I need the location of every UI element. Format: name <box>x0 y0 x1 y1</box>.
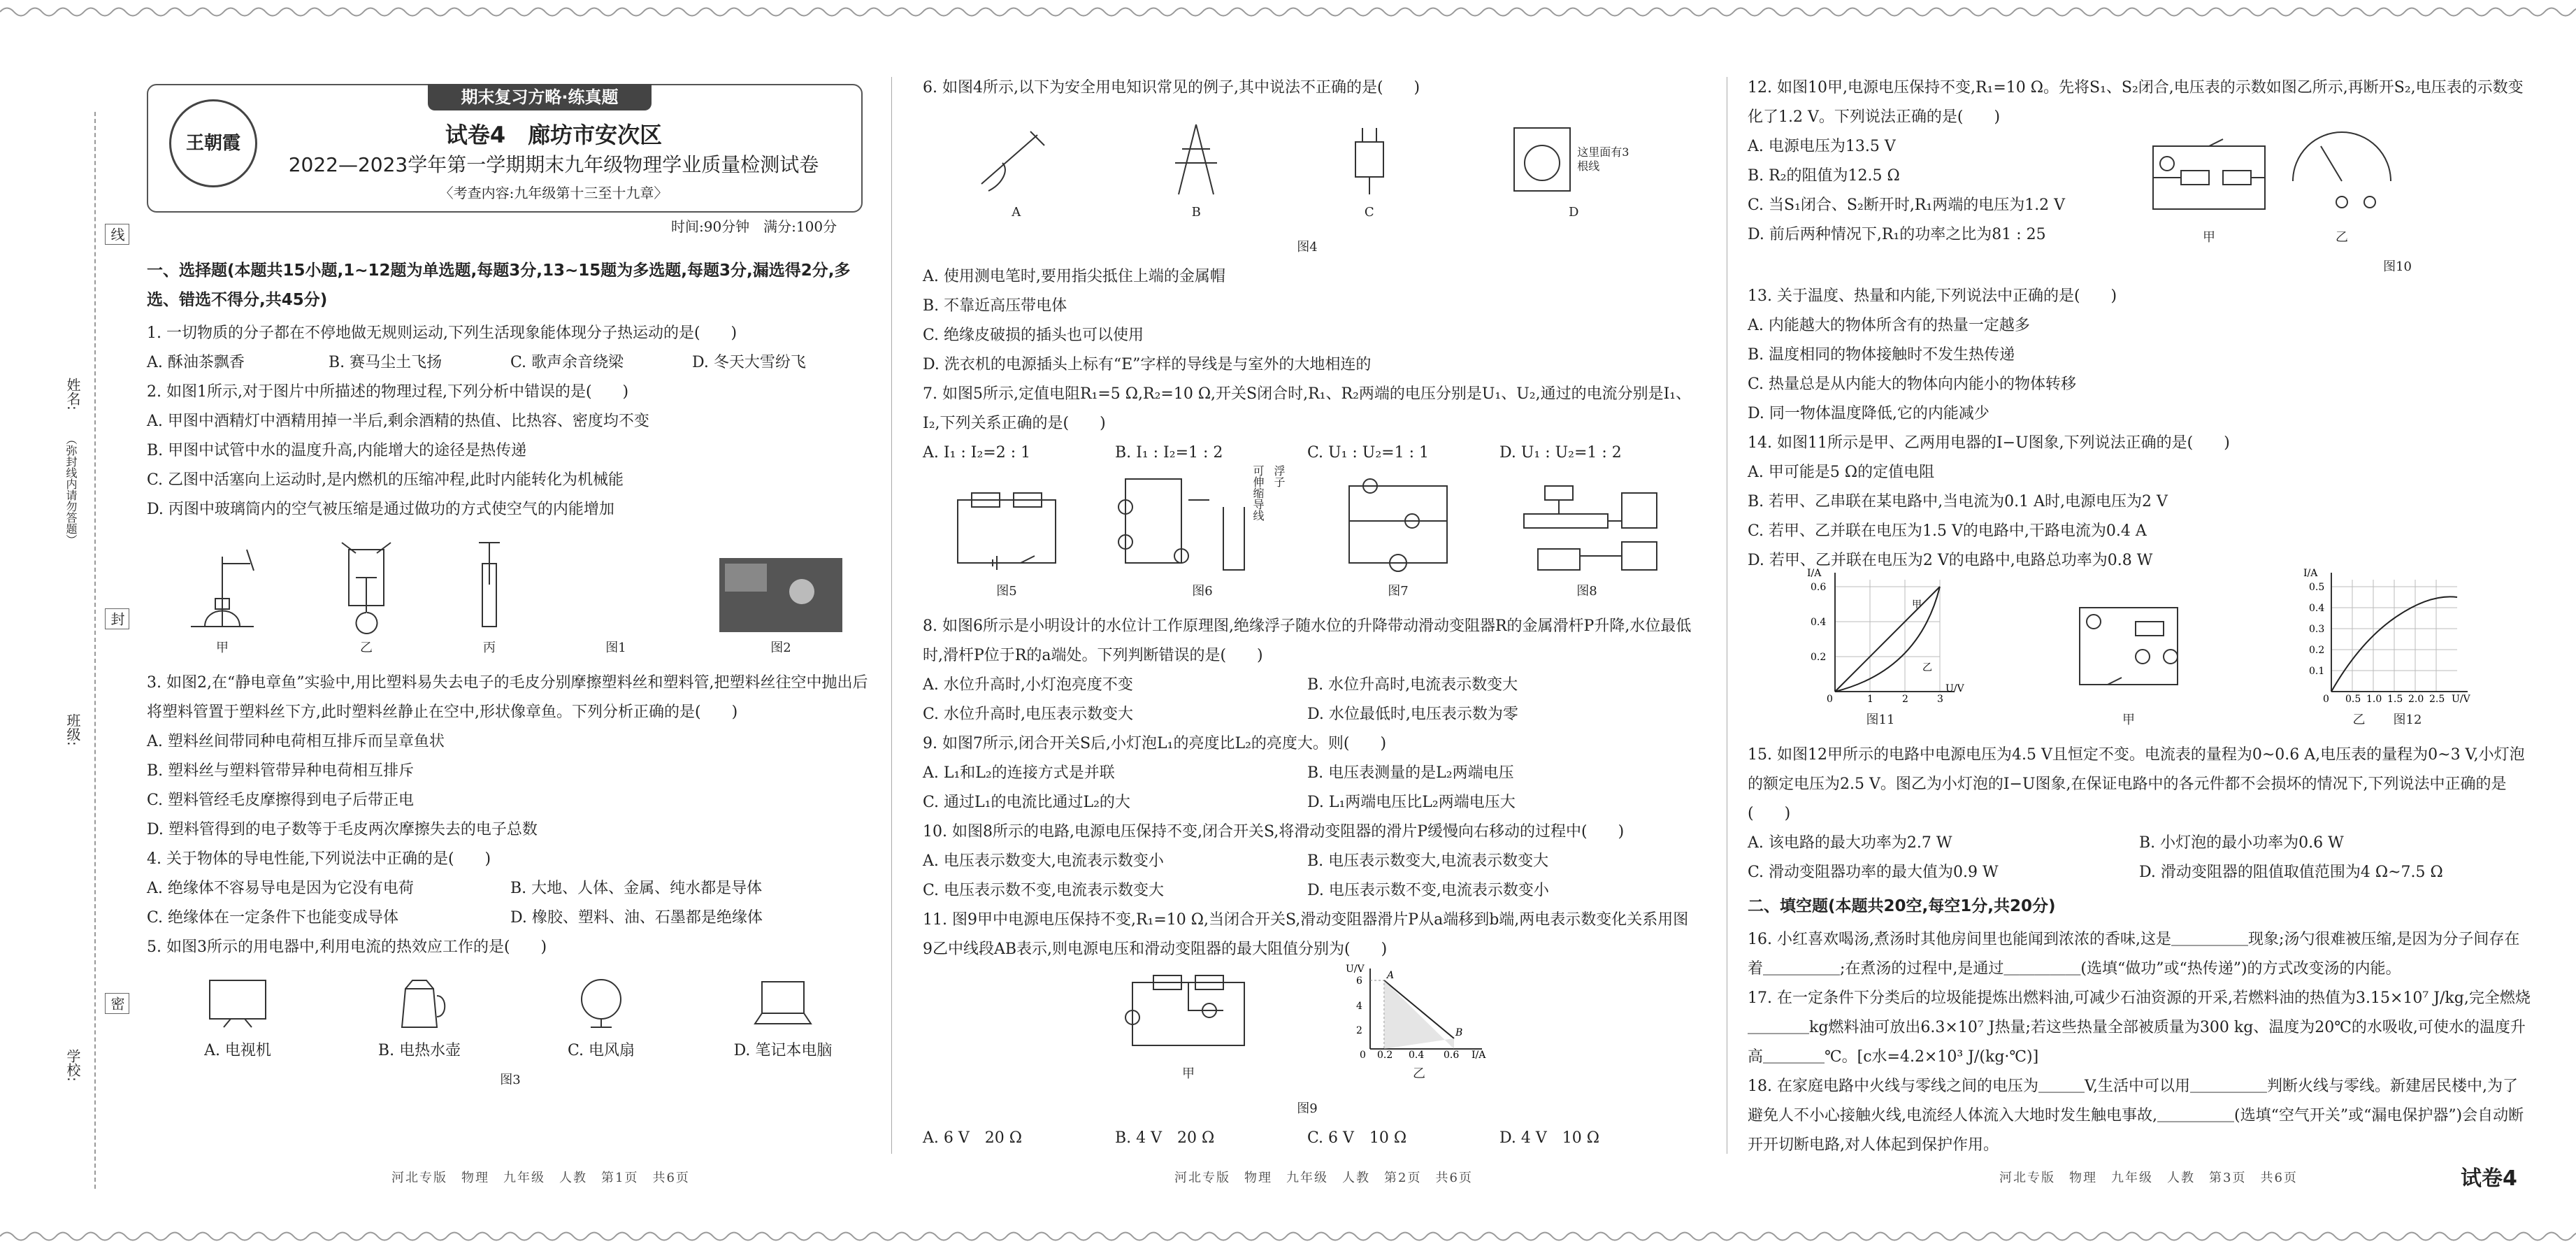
fig11 <box>1800 566 1964 735</box>
fig12-jia-label: 甲 <box>2122 713 2135 727</box>
fig4-a-label: A <box>1012 205 1021 220</box>
fig10-jia-label: 甲 <box>2203 230 2215 245</box>
fig11-ytick-06: 0.6 <box>1811 582 1827 593</box>
fig4-d <box>1507 121 1640 227</box>
footer-page-3: 河北专版 物理 九年级 人教 第3页 共6页 <box>1999 1171 2298 1185</box>
paper-number-corner: 试卷4 <box>2461 1166 2517 1191</box>
q7-option-c: C. U₁ : U₂=1 : 1 <box>1307 444 1429 462</box>
fig12-y-axis: I/A <box>2303 568 2318 579</box>
q1-options <box>147 348 874 378</box>
fig9-x-axis: I/A <box>1472 1050 1486 1061</box>
name-label: 姓名: <box>64 378 81 410</box>
fig11-ytick-04: 0.4 <box>1811 617 1827 628</box>
q2-option-c: C. 乙图中活塞向上运动时,是内燃机的压缩冲程,此时内能转化为机械能 <box>147 471 624 489</box>
figure-11-12-row <box>1748 568 2531 735</box>
fig12-ytick-04: 0.4 <box>2309 603 2325 614</box>
fig12-yi-label: 乙 <box>2352 713 2366 727</box>
fig12-ytick-05: 0.5 <box>2309 582 2325 593</box>
question-7: 7. 如图5所示,定值电阻R₁=5 Ω,R₂=10 Ω,开关S闭合时,R₁、R₂两端的电压分别是U₁、U₂,通过的电流分别是I₁、I₂,下列关系正确的是( ) <box>923 385 1692 432</box>
q8-options <box>923 671 1692 729</box>
fig9-ytick-6: 6 <box>1356 975 1362 987</box>
fig11-xtick-3: 3 <box>1937 694 1943 705</box>
fig4-a <box>974 121 1058 227</box>
question-15: 15. 如图12甲所示的电路中电源电压为4.5 V且恒定不变。电流表的量程为0~0.6 A,电压表的量程为0~3 V,小灯泡的额定电压为2.5 V。图乙为小灯泡的I−U图象,在保证电路中的各元件都不会损坏的情况下,下列说法中正确的是( ) <box>1748 746 2525 822</box>
fig10-yi <box>2279 132 2405 252</box>
fig11-y-axis: I/A <box>1807 568 1822 579</box>
q14-option-c: C. 若甲、乙并联在电压为1.5 V的电路中,干路电流为0.4 A <box>1748 522 2147 540</box>
q12-option-a: A. 电源电压为13.5 V <box>1748 138 1896 155</box>
fig9-point-a: A <box>1387 970 1395 981</box>
column-divider-1 <box>891 77 892 1154</box>
question-17: 17. 在一定条件下分类后的垃圾能提炼出燃料油,可减少石油资源的开采,若燃料油的热值为3.15×10⁷ J/kg,完全燃烧＿＿＿＿kg燃料油可放出6.3×10⁷ J热量;若这些热量全部被质量为300 kg、温度为20℃的水吸收,可使水的温度升高＿＿＿＿℃。[c水=4.2×10³ J/(kg·℃)] <box>1748 989 2531 1066</box>
q9-option-c: C. 通过L₁的电流比通过L₂的大 <box>923 794 1130 811</box>
fig9-xtick-02: 0.2 <box>1377 1050 1393 1061</box>
question-16: 16. 小红喜欢喝汤,煮汤时其他房间里也能闻到浓浓的香味,这是＿＿＿＿＿现象;汤勺很难被压缩,是因为分子间存在着＿＿＿＿＿;在煮汤的过程中,是通过＿＿＿＿＿(选填“做功”或“热传递”)的方式改变汤的内能。 <box>1748 931 2520 978</box>
fig11-ytick-02: 0.2 <box>1811 652 1827 663</box>
q5-option-c: C. 电风扇 <box>567 1042 635 1059</box>
power-tower-icon <box>1161 121 1231 198</box>
two-switch-circuit-icon <box>2139 132 2279 223</box>
header-box <box>147 84 863 213</box>
question-8: 8. 如图6所示是小明设计的水位计工作原理图,绝缘浮子随水位的升降带动滑动变阻器R的金属滑杆P升降,水位最低时,滑杆P位于R的a端处。下列判断错误的是( ) <box>923 617 1692 664</box>
damaged-plug-icon <box>1334 121 1404 198</box>
q3-option-b: B. 塑料丝与塑料管带异种电荷相互排斥 <box>147 762 415 780</box>
q5-options <box>147 1036 874 1066</box>
fig1-yi <box>328 536 405 663</box>
q12-option-b: B. R₂的阻值为12.5 Ω <box>1748 167 1900 185</box>
electric-fan-icon <box>566 975 636 1031</box>
fig1-caption-wrap <box>574 634 658 663</box>
fig11-series-jia: 甲 <box>1912 599 1922 610</box>
question-5: 5. 如图3所示的用电器中,利用电流的热效应工作的是( ) <box>147 938 547 956</box>
fig12-xtick-10: 1.0 <box>2366 694 2382 705</box>
class-label: 班级: <box>64 713 81 746</box>
q13-option-b: B. 温度相同的物体接触时不发生热传递 <box>1748 346 2015 364</box>
q2-option-b: B. 甲图中试管中水的温度升高,内能增大的途径是热传递 <box>147 442 527 459</box>
q2-option-a: A. 甲图中酒精灯中酒精用掉一半后,剩余酒精的热值、比热容、密度均不变 <box>147 413 649 430</box>
fig1-jia-label: 甲 <box>216 641 229 655</box>
fig7-caption: 图7 <box>1388 584 1409 599</box>
q11-option-d: D. 4 V 10 Ω <box>1499 1129 1599 1147</box>
fig12-origin: 0 <box>2323 694 2329 705</box>
fig4-c <box>1334 121 1404 227</box>
q12-option-c: C. 当S₁闭合、S₂断开时,R₁两端的电压为1.2 V <box>1748 196 2066 214</box>
fig11-x-axis: U/V <box>1945 683 1964 694</box>
exam-time: 时间:90分钟 满分:100分 <box>671 218 837 235</box>
fig9-xtick-06: 0.6 <box>1444 1050 1460 1061</box>
figure-9-row <box>923 964 1692 1089</box>
series-circuit-icon <box>944 486 1070 577</box>
q1-option-c: C. 歌声余音绕梁 <box>510 354 624 371</box>
fig5 <box>944 486 1070 606</box>
fig2 <box>718 557 844 663</box>
q14-option-d: D. 若甲、乙并联在电压为2 V的电路中,电路总功率为0.8 W <box>1748 552 2153 569</box>
fig10-jia <box>2139 132 2279 252</box>
q7-option-d: D. U₁ : U₂=1 : 2 <box>1499 444 1622 462</box>
q11-options <box>923 1124 1692 1153</box>
q4-option-d: D. 橡胶、塑料、油、石墨都是绝缘体 <box>510 909 763 927</box>
q14-option-a: A. 甲可能是5 Ω的定值电阻 <box>1748 464 1935 481</box>
top-wave-border <box>0 3 2576 21</box>
figure-1-2-row <box>147 530 874 663</box>
fig9-jia <box>1118 968 1258 1089</box>
q10-option-b: B. 电压表示数变大,电流表示数变大 <box>1307 852 1549 870</box>
circuit-figures-row <box>923 465 1692 606</box>
question-11: 11. 图9甲中电源电压保持不变,R₁=10 Ω,当闭合开关S,滑动变阻器滑片P从a端移到b端,两电表示数变化关系用图9乙中线段AB表示,则电源电压和滑动变阻器的最大阻值分别为( ) <box>923 911 1689 958</box>
q6-option-b: B. 不靠近高压带电体 <box>923 297 1067 315</box>
fig11-caption: 图11 <box>1866 713 1895 727</box>
fig12-ytick-01: 0.1 <box>2309 666 2325 677</box>
publisher-logo: 王朝霞 <box>169 99 257 187</box>
fig1-yi-label: 乙 <box>360 641 373 655</box>
q6-option-d: D. 洗衣机的电源插头上标有“E”字样的导线是与室外的大地相连的 <box>923 356 1372 373</box>
q10-options <box>923 847 1692 906</box>
fig1-jia <box>177 536 268 663</box>
q8-option-a: A. 水位升高时,小灯泡亮度不变 <box>923 676 1133 694</box>
q11-option-a: A. 6 V 20 Ω <box>923 1129 1022 1147</box>
section-2-heading: 二、填空题(本题共20空,每空1分,共20分) <box>1748 897 2056 915</box>
q8-option-c: C. 水位升高时,电压表示数变大 <box>923 706 1134 723</box>
fig9-yi <box>1342 962 1496 1089</box>
fig4-d-label: D <box>1569 205 1579 220</box>
fig2-caption: 图2 <box>770 641 791 655</box>
question-6: 6. 如图4所示,以下为安全用电知识常见的例子,其中说法不正确的是( ) <box>923 79 1420 96</box>
fig12-lamp-iu-graph <box>2296 566 2478 706</box>
fig11-origin: 0 <box>1827 694 1833 705</box>
question-10: 10. 如图8所示的电路,电源电压保持不变,闭合开关S,将滑动变阻器的滑片P缓慢向右移动的过程中( ) <box>923 823 1625 841</box>
two-lamp-circuit-icon <box>1335 472 1461 577</box>
footer-page-2: 河北专版 物理 九年级 人教 第2页 共6页 <box>1174 1171 1473 1185</box>
fig1-bing-label: 丙 <box>483 641 496 655</box>
fig11-xtick-2: 2 <box>1902 694 1908 705</box>
q15-option-c: C. 滑动变阻器功率的最大值为0.9 W <box>1748 864 1999 881</box>
q1-option-d: D. 冬天大雪纷飞 <box>692 354 806 371</box>
fig6 <box>1111 465 1293 606</box>
fig1-bing <box>465 536 514 663</box>
fig4-note: 这里面有3根线 <box>1577 145 1629 173</box>
fig9-point-b: B <box>1455 1027 1463 1038</box>
fig8 <box>1503 472 1671 606</box>
fig12-xtick-05: 0.5 <box>2345 694 2361 705</box>
q4-option-c: C. 绝缘体在一定条件下也能变成导体 <box>147 909 399 927</box>
fig4-b <box>1161 121 1231 227</box>
fig9-origin: 0 <box>1360 1050 1366 1061</box>
fig6-wire-note: 可伸缩导线 <box>1251 465 1265 521</box>
header-banner: 期末复习方略·练真题 <box>428 84 652 110</box>
q11-option-c: C. 6 V 10 Ω <box>1307 1129 1407 1147</box>
figure-4-row <box>923 108 1692 227</box>
fig4-caption: 图4 <box>1297 240 1318 255</box>
lamp-rheostat-circuit-icon <box>2066 594 2192 706</box>
seal-mark-1: 线 <box>105 224 129 245</box>
fig9-y-axis: U/V <box>1346 964 1365 975</box>
fig11-series-yi: 乙 <box>1922 662 1932 673</box>
fig9-ab-graph <box>1342 962 1496 1059</box>
q12-option-d: D. 前后两种情况下,R₁的功率之比为81 : 25 <box>1748 226 2046 243</box>
rheostat-circuit-photo-icon <box>1503 472 1671 577</box>
q9-options <box>923 759 1692 817</box>
q15-option-d: D. 滑动变阻器的阻值取值范围为4 Ω~7.5 Ω <box>2139 864 2443 881</box>
q8-option-b: B. 水位升高时,电流表示数变大 <box>1307 676 1518 694</box>
figure-3-row <box>147 968 874 1031</box>
fig1-caption: 图1 <box>605 641 626 655</box>
q3-option-c: C. 塑料管经毛皮摩擦得到电子后带正电 <box>147 792 415 809</box>
fig9-jia-label: 甲 <box>1182 1066 1195 1081</box>
q7-option-b: B. I₁ : I₂=1 : 2 <box>1115 444 1223 462</box>
q4-option-a: A. 绝缘体不容易导电是因为它没有电荷 <box>147 880 414 897</box>
q13-option-a: A. 内能越大的物体所含有的热量一定越多 <box>1748 317 2030 334</box>
footer-page-1: 河北专版 物理 九年级 人教 第1页 共6页 <box>391 1171 690 1185</box>
laptop-icon <box>748 975 818 1031</box>
q7-options <box>923 438 1692 468</box>
fig12-yi <box>2296 566 2478 735</box>
fig12-xtick-25: 2.5 <box>2429 694 2445 705</box>
fig4-c-label: C <box>1364 205 1374 220</box>
column-2 <box>923 73 1692 1153</box>
q3-option-d: D. 塑料管得到的电子数等于毛皮两次摩擦失去的电子总数 <box>147 821 538 838</box>
question-1: 1. 一切物质的分子都在不停地做无规则运动,下列生活现象能体现分子热运动的是( ) <box>147 324 737 342</box>
fig12-ytick-03: 0.3 <box>2309 624 2325 635</box>
q5-option-b: B. 电热水壶 <box>377 1042 461 1059</box>
q9-option-b: B. 电压表测量的是L₂两端电压 <box>1307 764 1514 782</box>
q3-option-a: A. 塑料丝间带同种电荷相互排斥而呈章鱼状 <box>147 733 445 750</box>
question-13: 13. 关于温度、热量和内能,下列说法中正确的是( ) <box>1748 287 2117 305</box>
q2-option-d: D. 丙图中玻璃筒内的空气被压缩是通过做功的方式使空气的内能增加 <box>147 501 614 518</box>
q12-options <box>1748 132 2139 252</box>
q11-option-b: B. 4 V 20 Ω <box>1115 1129 1215 1147</box>
q15-option-b: B. 小灯泡的最小功率为0.6 W <box>2139 834 2344 852</box>
column-1 <box>147 252 874 1095</box>
electric-kettle-icon <box>384 975 454 1031</box>
section-1-heading: 一、选择题(本题共15小题,1~12题为单选题,每题3分,13~15题为多选题,每题3分,漏选得2分,多选、错选不得分,共45分) <box>147 262 851 309</box>
fig9-yi-label: 乙 <box>1413 1066 1425 1081</box>
compression-tube-icon <box>465 536 514 634</box>
question-2: 2. 如图1所示,对于图片中所描述的物理过程,下列分析中错误的是( ) <box>147 383 629 401</box>
washing-machine-icon <box>1507 121 1577 198</box>
test-pen-icon <box>974 121 1058 198</box>
fig4-b-label: B <box>1191 205 1201 220</box>
q4-option-b: B. 大地、人体、金属、纯水都是导体 <box>510 880 763 897</box>
fig9-xtick-04: 0.4 <box>1409 1050 1425 1061</box>
q15-option-a: A. 该电路的最大功率为2.7 W <box>1748 834 1952 852</box>
q8-option-d: D. 水位最低时,电压表示数为零 <box>1307 706 1518 723</box>
seal-mark-3: 密 <box>105 993 129 1014</box>
exam-scope: 〈考查内容:九年级第十三至十九章〉 <box>439 185 668 201</box>
engine-cylinder-icon <box>328 536 405 634</box>
rheostat-series-circuit-icon <box>1118 968 1258 1059</box>
q5-option-a: A. 电视机 <box>204 1042 271 1059</box>
q15-options <box>1748 829 2531 887</box>
q14-option-b: B. 若甲、乙串联在某电路中,当电流为0.1 A时,电源电压为2 V <box>1748 493 2168 510</box>
q5-option-d: D. 笔记本电脑 <box>733 1042 833 1059</box>
fig3-caption: 图3 <box>500 1073 521 1087</box>
q1-option-a: A. 酥油茶飘香 <box>147 354 245 371</box>
q13-option-c: C. 热量总是从内能大的物体向内能小的物体转移 <box>1748 376 2077 393</box>
fig6-float-label: 浮子 <box>1272 465 1286 487</box>
static-octopus-photo-icon <box>718 557 844 634</box>
fig12-ytick-02: 0.2 <box>2309 645 2325 656</box>
question-4: 4. 关于物体的导电性能,下列说法中正确的是( ) <box>147 850 491 868</box>
q6-option-a: A. 使用测电笔时,要用指尖抵住上端的金属帽 <box>923 268 1225 285</box>
q1-option-b: B. 赛马尘土飞扬 <box>329 354 442 371</box>
q7-option-a: A. I₁ : I₂=2 : 1 <box>923 444 1031 462</box>
fig12-jia <box>2066 594 2192 735</box>
bottom-wave-border <box>0 1227 2576 1245</box>
seal-mark-2: 封 <box>105 608 129 629</box>
voltmeter-dial-icon <box>2279 132 2405 223</box>
question-3: 3. 如图2,在“静电章鱼”实验中,用比塑料易失去电子的毛皮分别摩擦塑料丝和塑料管,把塑料丝往空中抛出后将塑料管置于塑料丝下方,此时塑料丝静止在空中,形状像章鱼。下列分析正确的是( ) <box>147 674 868 721</box>
fig12-x-axis: U/V <box>2452 694 2470 705</box>
question-18: 18. 在家庭电路中火线与零线之间的电压为＿＿＿V,生活中可以用＿＿＿＿＿判断火线与零线。新建居民楼中,为了避免人不小心接触火线,电流经人体流入大地时发生触电事故,＿＿＿＿＿(选填“空气开关”或“漏电保护器”)会自动断开开切断电路,对人体起到保护作用。 <box>1748 1078 2524 1154</box>
fig9-ytick-2: 2 <box>1356 1025 1362 1036</box>
school-label: 学校: <box>64 1049 81 1082</box>
q10-option-d: D. 电压表示数不变,电流表示数变小 <box>1307 882 1549 899</box>
q10-option-a: A. 电压表示数变大,电流表示数变小 <box>923 852 1164 870</box>
exam-title: 试卷4 廊坊市安次区 <box>445 122 663 148</box>
question-14: 14. 如图11所示是甲、乙两用电器的I−U图象,下列说法正确的是( ) <box>1748 434 2230 452</box>
water-level-meter-icon <box>1111 465 1251 577</box>
fig7 <box>1335 472 1461 606</box>
binding-line <box>94 112 96 1189</box>
q4-options <box>147 874 874 933</box>
fig9-caption: 图9 <box>1297 1101 1318 1116</box>
q13-option-d: D. 同一物体温度降低,它的内能减少 <box>1748 405 1989 422</box>
fig10-yi-label: 乙 <box>2336 230 2348 245</box>
fig12-xtick-20: 2.0 <box>2408 694 2424 705</box>
question-9: 9. 如图7所示,闭合开关S后,小灯泡L₁的亮度比L₂的亮度大。则( ) <box>923 735 1387 752</box>
fig10-caption: 图10 <box>2383 259 2412 274</box>
fig11-iu-graph <box>1800 566 1964 706</box>
fig12-xtick-15: 1.5 <box>2387 694 2403 705</box>
fig6-caption: 图6 <box>1192 584 1213 599</box>
alcohol-lamp-apparatus-icon <box>177 536 268 634</box>
q10-option-c: C. 电压表示数不变,电流表示数变大 <box>923 882 1165 899</box>
q6-option-c: C. 绝缘皮破损的插头也可以使用 <box>923 327 1144 344</box>
column-3 <box>1748 73 2531 1160</box>
q9-option-a: A. L₁和L₂的连接方式是并联 <box>923 764 1115 782</box>
exam-subtitle: 2022—2023学年第一学期期末九年级物理学业质量检测试卷 <box>288 153 819 176</box>
fig8-caption: 图8 <box>1576 584 1597 599</box>
seal-note: （弥封线内请勿答题） <box>64 434 78 545</box>
q12-block <box>1748 132 2531 252</box>
television-icon <box>203 975 273 1031</box>
q9-option-d: D. L₁两端电压比L₂两端电压大 <box>1307 794 1516 811</box>
fig12-caption: 图12 <box>2393 713 2422 727</box>
question-12: 12. 如图10甲,电源电压保持不变,R₁=10 Ω。先将S₁、S₂闭合,电压表的示数如图乙所示,再断开S₂,电压表的示数变化了1.2 V。下列说法正确的是( ) <box>1748 79 2524 126</box>
fig5-caption: 图5 <box>996 584 1017 599</box>
fig11-xtick-1: 1 <box>1867 694 1873 705</box>
fig9-ytick-4: 4 <box>1356 1001 1362 1012</box>
